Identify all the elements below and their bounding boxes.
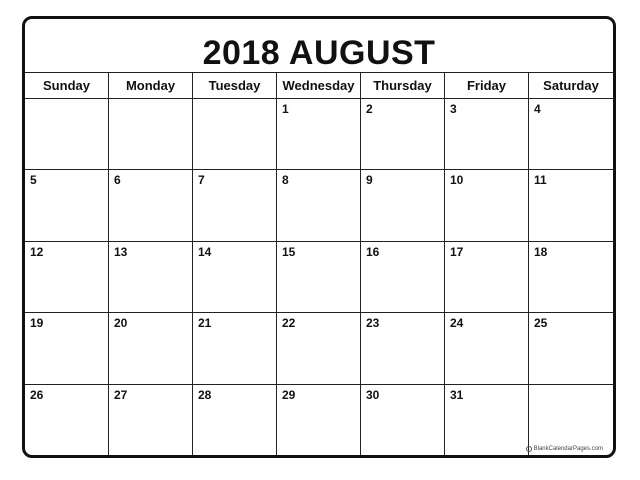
day-number: 2 bbox=[366, 102, 373, 116]
day-number: 17 bbox=[450, 244, 464, 259]
day-number: 26 bbox=[30, 387, 44, 402]
day-cell bbox=[361, 313, 445, 384]
day-number: 27 bbox=[114, 387, 128, 402]
day-cell bbox=[277, 385, 361, 456]
day-cell bbox=[25, 313, 109, 384]
day-number: 7 bbox=[198, 173, 205, 188]
day-cell bbox=[193, 385, 277, 456]
day-cell bbox=[109, 313, 193, 384]
credit-text: BlankCalendarPages.com bbox=[533, 446, 603, 452]
day-cell bbox=[109, 242, 193, 313]
weekday-header-wednesday: Wednesday bbox=[277, 73, 361, 99]
day-number: 28 bbox=[198, 387, 212, 402]
day-cell bbox=[445, 385, 529, 456]
weekday-header-saturday: Saturday bbox=[529, 73, 613, 99]
day-cell bbox=[361, 385, 445, 456]
day-number: 14 bbox=[198, 244, 212, 259]
day-number: 1 bbox=[282, 102, 289, 116]
day-number: 30 bbox=[366, 387, 380, 402]
day-number: 20 bbox=[114, 316, 128, 331]
day-number: 25 bbox=[534, 316, 548, 331]
day-cell bbox=[445, 99, 529, 170]
day-cell bbox=[277, 170, 361, 241]
day-cell bbox=[529, 99, 613, 170]
day-number: 22 bbox=[282, 316, 296, 331]
calendar-frame bbox=[22, 16, 616, 458]
day-cell bbox=[25, 99, 109, 170]
day-cell bbox=[193, 313, 277, 384]
day-cell bbox=[25, 242, 109, 313]
day-cell bbox=[361, 99, 445, 170]
calendar-grid bbox=[25, 72, 613, 456]
day-cell bbox=[109, 170, 193, 241]
day-cell bbox=[445, 170, 529, 241]
day-cell bbox=[25, 170, 109, 241]
day-number: 15 bbox=[282, 244, 296, 259]
weekday-header-tuesday: Tuesday bbox=[193, 73, 277, 99]
day-number: 13 bbox=[114, 244, 128, 259]
day-cell bbox=[193, 242, 277, 313]
day-number: 6 bbox=[114, 173, 121, 188]
day-cell bbox=[277, 242, 361, 313]
day-number: 10 bbox=[450, 173, 464, 188]
day-cell bbox=[109, 385, 193, 456]
day-cell bbox=[529, 242, 613, 313]
day-cell bbox=[529, 385, 613, 456]
day-number: 16 bbox=[366, 244, 380, 259]
day-number: 11 bbox=[534, 173, 547, 188]
day-number: 12 bbox=[30, 244, 44, 259]
day-number: 19 bbox=[30, 316, 44, 331]
day-cell bbox=[277, 313, 361, 384]
weekday-header-monday: Monday bbox=[109, 73, 193, 99]
credit-label bbox=[526, 446, 603, 452]
day-number: 31 bbox=[450, 387, 464, 402]
day-cell bbox=[109, 99, 193, 170]
copyright-icon bbox=[526, 446, 532, 452]
day-cell bbox=[277, 99, 361, 170]
day-cell bbox=[193, 170, 277, 241]
day-number: 29 bbox=[282, 387, 296, 402]
day-cell bbox=[25, 385, 109, 456]
day-number: 3 bbox=[450, 102, 457, 116]
day-cell bbox=[529, 170, 613, 241]
day-cell bbox=[361, 242, 445, 313]
weekday-header-friday: Friday bbox=[445, 73, 529, 99]
day-number: 21 bbox=[198, 316, 212, 331]
day-number: 5 bbox=[30, 173, 37, 188]
day-cell bbox=[361, 170, 445, 241]
day-number: 18 bbox=[534, 244, 548, 259]
day-cell bbox=[193, 99, 277, 170]
calendar-title: 2018 AUGUST bbox=[202, 34, 436, 72]
day-cell bbox=[529, 313, 613, 384]
weekday-header-thursday: Thursday bbox=[361, 73, 445, 99]
weekday-header-sunday: Sunday bbox=[25, 73, 109, 99]
day-number: 4 bbox=[534, 102, 541, 116]
day-number: 8 bbox=[282, 173, 289, 188]
day-number: 24 bbox=[450, 316, 464, 331]
day-cell bbox=[445, 313, 529, 384]
day-number: 23 bbox=[366, 316, 380, 331]
day-cell bbox=[445, 242, 529, 313]
day-number: 9 bbox=[366, 173, 373, 188]
